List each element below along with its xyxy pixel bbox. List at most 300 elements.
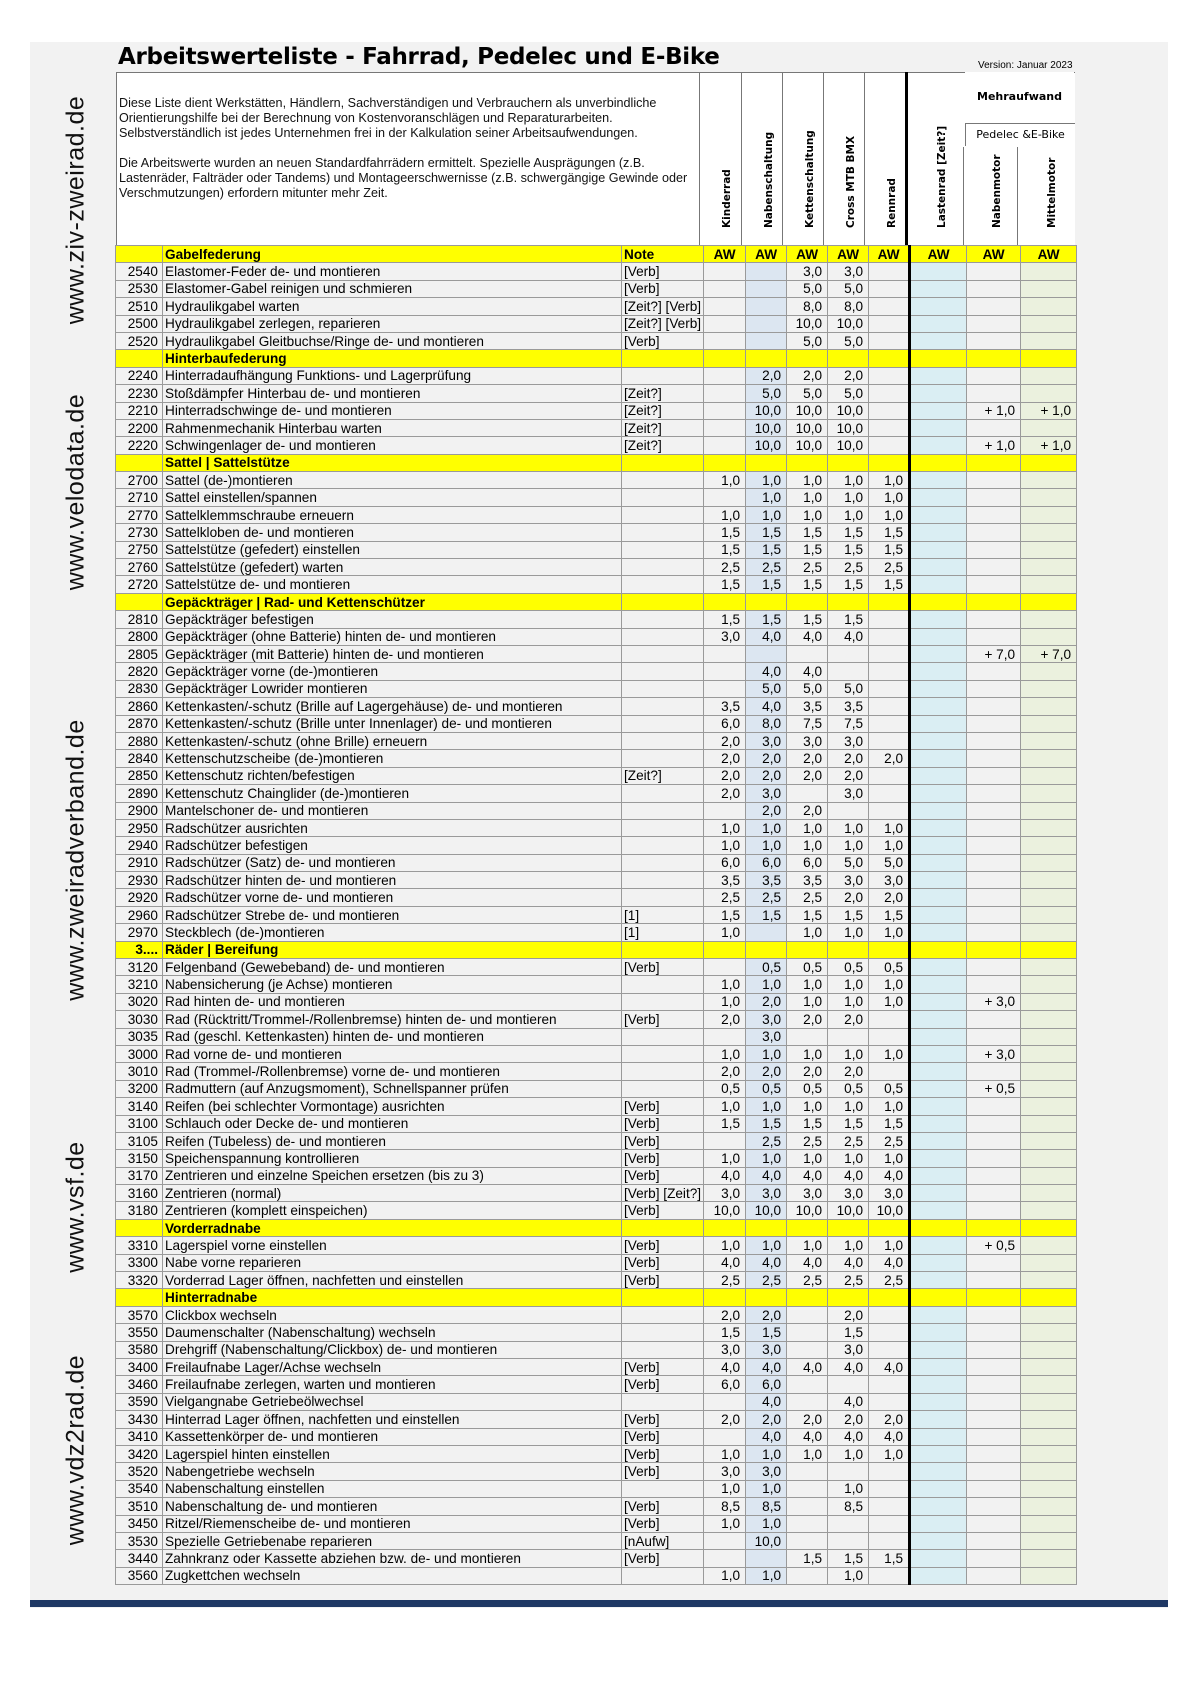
row-task: Speichenspannung kontrollieren: [163, 1150, 622, 1167]
value-cross-mtb-bmx: 10,0: [828, 1202, 869, 1219]
row-task: Sattel (de-)montieren: [163, 472, 622, 489]
row-task: Radschützer vorne de- und montieren: [163, 889, 622, 906]
value-nabenschaltung: 2,5: [746, 559, 787, 576]
value-kinderrad: 1,0: [704, 1515, 746, 1532]
value-nabenschaltung: 3,0: [746, 1011, 787, 1028]
value-cross-mtb-bmx: 2,0: [828, 1063, 869, 1080]
value-nabenmotor: [967, 628, 1021, 645]
table-row: [116, 1463, 1077, 1480]
row-task: Rahmenmechanik Hinterbau warten: [163, 419, 622, 436]
value-rennrad: [869, 1463, 910, 1480]
row-code: 2820: [116, 663, 163, 680]
row-task: Ritzel/Riemenscheibe de- und montieren: [163, 1515, 622, 1532]
value-kettenschaltung: 1,5: [787, 1115, 828, 1132]
table-row: [116, 1115, 1077, 1132]
value-cross-mtb-bmx: 2,0: [828, 889, 869, 906]
row-code: 2810: [116, 611, 163, 628]
table-row: [116, 385, 1077, 402]
value-nabenschaltung: 2,0: [746, 993, 787, 1010]
value-kettenschaltung: 1,0: [787, 1445, 828, 1462]
value-lastenrad: [910, 1185, 967, 1202]
table-row: [116, 367, 1077, 384]
value-cross-mtb-bmx: 1,0: [828, 819, 869, 836]
table-row: [116, 889, 1077, 906]
row-note: [622, 715, 704, 732]
row-code: 2770: [116, 506, 163, 523]
value-kinderrad: [704, 1428, 746, 1445]
value-kinderrad: 1,5: [704, 541, 746, 558]
row-code: 2850: [116, 767, 163, 784]
value-cross-mtb-bmx: [828, 802, 869, 819]
row-code: 3420: [116, 1445, 163, 1462]
row-code: 2840: [116, 750, 163, 767]
row-code: 3000: [116, 1045, 163, 1062]
value-kettenschaltung: 10,0: [787, 437, 828, 454]
table-row: [116, 524, 1077, 541]
row-code: 2960: [116, 906, 163, 923]
value-kinderrad: 1,0: [704, 1480, 746, 1497]
row-task: Hinterrad Lager öffnen, nachfetten und einstellen: [163, 1411, 622, 1428]
value-kinderrad: [704, 385, 746, 402]
value-nabenschaltung: 10,0: [746, 1532, 787, 1549]
section-empty-cell: [746, 1219, 787, 1236]
value-nabenschaltung: [746, 298, 787, 315]
value-kinderrad: 1,0: [704, 924, 746, 941]
row-code: 2240: [116, 367, 163, 384]
value-mittelmotor: [1021, 280, 1077, 297]
value-kinderrad: 2,0: [704, 732, 746, 749]
value-kinderrad: 1,0: [704, 1150, 746, 1167]
value-nabenmotor: [967, 1098, 1021, 1115]
value-nabenmotor: [967, 506, 1021, 523]
row-code: 2700: [116, 472, 163, 489]
value-cross-mtb-bmx: 1,0: [828, 489, 869, 506]
row-code: 3150: [116, 1150, 163, 1167]
section-title: Vorderradnabe: [163, 1219, 622, 1236]
value-mittelmotor: [1021, 959, 1077, 976]
value-kettenschaltung: 1,0: [787, 472, 828, 489]
value-mittelmotor: [1021, 732, 1077, 749]
value-rennrad: [869, 263, 910, 280]
value-nabenmotor: [967, 750, 1021, 767]
table-row: [116, 280, 1077, 297]
section-title: Hinterbaufederung: [163, 350, 622, 367]
value-nabenmotor: [967, 1393, 1021, 1410]
table-row: [116, 663, 1077, 680]
value-kinderrad: 3,0: [704, 1341, 746, 1358]
value-kettenschaltung: 5,0: [787, 385, 828, 402]
value-lastenrad: [910, 1028, 967, 1045]
row-note: [622, 628, 704, 645]
value-lastenrad: [910, 837, 967, 854]
value-kettenschaltung: [787, 1376, 828, 1393]
row-task: Kettenschutz richten/befestigen: [163, 767, 622, 784]
value-kinderrad: [704, 437, 746, 454]
value-nabenmotor: [967, 419, 1021, 436]
value-cross-mtb-bmx: 2,0: [828, 1011, 869, 1028]
value-nabenmotor: [967, 1480, 1021, 1497]
row-code: 2880: [116, 732, 163, 749]
table-row: [116, 837, 1077, 854]
row-code: 3520: [116, 1463, 163, 1480]
row-task: Rad vorne de- und montieren: [163, 1045, 622, 1062]
row-task: Nabengetriebe wechseln: [163, 1463, 622, 1480]
row-code: 2930: [116, 872, 163, 889]
value-lastenrad: [910, 1167, 967, 1184]
value-mittelmotor: [1021, 472, 1077, 489]
value-nabenschaltung: [746, 280, 787, 297]
section-empty-cell: [1021, 1289, 1077, 1306]
section-empty-cell: [910, 1219, 967, 1236]
value-rennrad: 1,5: [869, 524, 910, 541]
section-empty-cell: [869, 350, 910, 367]
value-cross-mtb-bmx: 1,0: [828, 1045, 869, 1062]
row-code: 2730: [116, 524, 163, 541]
section-empty-cell: [1021, 1219, 1077, 1236]
row-task: Gepäckträger (ohne Batterie) hinten de- und montieren: [163, 628, 622, 645]
value-lastenrad: [910, 785, 967, 802]
value-rennrad: [869, 1515, 910, 1532]
row-code: 2760: [116, 559, 163, 576]
footer-bar: [30, 1600, 1168, 1607]
value-nabenschaltung: 8,0: [746, 715, 787, 732]
value-cross-mtb-bmx: 0,5: [828, 959, 869, 976]
section-code-cell: [116, 593, 163, 610]
row-note: [Verb]: [622, 280, 704, 297]
value-kettenschaltung: 2,0: [787, 1011, 828, 1028]
value-nabenmotor: [967, 663, 1021, 680]
value-rennrad: 0,5: [869, 959, 910, 976]
value-mittelmotor: + 1,0: [1021, 437, 1077, 454]
row-note: [1]: [622, 906, 704, 923]
section-code-cell: [116, 454, 163, 471]
value-kinderrad: 2,0: [704, 767, 746, 784]
value-kinderrad: 0,5: [704, 1080, 746, 1097]
value-lastenrad: [910, 1237, 967, 1254]
table-row: [116, 1080, 1077, 1097]
value-nabenschaltung: 10,0: [746, 419, 787, 436]
value-nabenmotor: + 0,5: [967, 1237, 1021, 1254]
section-empty-cell: [828, 1219, 869, 1236]
value-kinderrad: 4,0: [704, 1254, 746, 1271]
table-row: [116, 1045, 1077, 1062]
row-code: 3410: [116, 1428, 163, 1445]
value-nabenmotor: [967, 1306, 1021, 1323]
aw-header: AW: [704, 246, 746, 263]
value-cross-mtb-bmx: 4,0: [828, 1428, 869, 1445]
side-url-ziv[interactable]: www.ziv-zweirad.de: [61, 95, 90, 325]
value-nabenschaltung: [746, 1550, 787, 1567]
value-kettenschaltung: 2,5: [787, 559, 828, 576]
row-code: 3510: [116, 1498, 163, 1515]
section-empty-cell: [704, 1289, 746, 1306]
value-cross-mtb-bmx: 2,0: [828, 750, 869, 767]
value-rennrad: 1,0: [869, 819, 910, 836]
value-cross-mtb-bmx: 1,5: [828, 1324, 869, 1341]
value-kinderrad: 1,0: [704, 993, 746, 1010]
value-rennrad: [869, 802, 910, 819]
row-note: [622, 1028, 704, 1045]
value-kettenschaltung: 1,5: [787, 906, 828, 923]
value-nabenschaltung: 2,0: [746, 767, 787, 784]
value-rennrad: 1,0: [869, 1098, 910, 1115]
value-kettenschaltung: [787, 1341, 828, 1358]
value-cross-mtb-bmx: 3,0: [828, 1185, 869, 1202]
value-nabenmotor: [967, 802, 1021, 819]
row-note: [Verb]: [622, 332, 704, 349]
value-lastenrad: [910, 1306, 967, 1323]
row-code: 3450: [116, 1515, 163, 1532]
row-code: 2210: [116, 402, 163, 419]
table-row: [116, 1480, 1077, 1497]
value-kettenschaltung: [787, 1306, 828, 1323]
row-code: 3570: [116, 1306, 163, 1323]
section-empty-cell: [622, 1289, 704, 1306]
side-url-zweiradverband[interactable]: www.zweiradverband.de: [61, 719, 90, 1001]
value-kinderrad: 2,0: [704, 785, 746, 802]
value-lastenrad: [910, 611, 967, 628]
intro-paragraph-1: Diese Liste dient Werkstätten, Händlern, Sachverständigen und Verbrauchern als unverbindliche Orientierungshilfe bei der Berechnung von Kostenvoranschlägen und Reparaturarbeiten. Selbstverständlich ist jedes Unternehmen frei in der Kalkulation seiner Arbeitsaufwendungen.: [119, 96, 657, 141]
value-kinderrad: 1,0: [704, 1237, 746, 1254]
value-cross-mtb-bmx: 2,5: [828, 559, 869, 576]
row-note: [622, 506, 704, 523]
value-kettenschaltung: [787, 1463, 828, 1480]
row-note: [622, 367, 704, 384]
section-empty-cell: [910, 350, 967, 367]
value-kettenschaltung: 1,0: [787, 1237, 828, 1254]
row-code: 3160: [116, 1185, 163, 1202]
value-mittelmotor: [1021, 924, 1077, 941]
value-lastenrad: [910, 732, 967, 749]
value-cross-mtb-bmx: 1,0: [828, 976, 869, 993]
table-row: [116, 698, 1077, 715]
value-cross-mtb-bmx: 2,0: [828, 367, 869, 384]
value-cross-mtb-bmx: 10,0: [828, 402, 869, 419]
value-rennrad: 2,0: [869, 1411, 910, 1428]
value-nabenschaltung: 4,0: [746, 628, 787, 645]
row-note: [Verb]: [622, 1098, 704, 1115]
table-row: [116, 506, 1077, 523]
value-kettenschaltung: 1,0: [787, 1098, 828, 1115]
row-task: Freilaufnabe Lager/Achse wechseln: [163, 1359, 622, 1376]
value-nabenmotor: [967, 1567, 1021, 1584]
value-lastenrad: [910, 437, 967, 454]
row-task: Schwingenlager de- und montieren: [163, 437, 622, 454]
value-mittelmotor: [1021, 367, 1077, 384]
value-kettenschaltung: [787, 1532, 828, 1549]
row-note: [622, 663, 704, 680]
value-lastenrad: [910, 1376, 967, 1393]
row-note: [Zeit?] [Verb]: [622, 315, 704, 332]
value-cross-mtb-bmx: 3,5: [828, 698, 869, 715]
section-empty-cell: [704, 1219, 746, 1236]
row-note: [Verb]: [622, 1515, 704, 1532]
value-nabenschaltung: [746, 924, 787, 941]
page-title: Arbeitswerteliste - Fahrrad, Pedelec und E-Bike: [118, 44, 720, 70]
row-code: 3590: [116, 1393, 163, 1410]
value-cross-mtb-bmx: 5,0: [828, 332, 869, 349]
row-task: Sattelkloben de- und montieren: [163, 524, 622, 541]
value-nabenmotor: [967, 1341, 1021, 1358]
value-lastenrad: [910, 1098, 967, 1115]
value-mittelmotor: [1021, 1167, 1077, 1184]
value-kinderrad: [704, 959, 746, 976]
col-header-kettenschaltung: Kettenschaltung: [782, 72, 824, 246]
table-row: [116, 1341, 1077, 1358]
value-lastenrad: [910, 1202, 967, 1219]
value-rennrad: [869, 1498, 910, 1515]
value-lastenrad: [910, 715, 967, 732]
table-row: [116, 559, 1077, 576]
table-row: [116, 263, 1077, 280]
table-row: [116, 472, 1077, 489]
row-code: 3035: [116, 1028, 163, 1045]
value-nabenmotor: [967, 1550, 1021, 1567]
value-mittelmotor: [1021, 1567, 1077, 1584]
row-note: [622, 645, 704, 662]
value-nabenmotor: + 1,0: [967, 437, 1021, 454]
value-mittelmotor: [1021, 298, 1077, 315]
row-task: Rad (Trommel-/Rollenbremse) vorne de- und montieren: [163, 1063, 622, 1080]
side-url-vdz2rad[interactable]: www.vdz2rad.de: [61, 1354, 90, 1546]
value-mittelmotor: [1021, 1150, 1077, 1167]
table-row: [116, 541, 1077, 558]
value-nabenschaltung: 1,0: [746, 1515, 787, 1532]
value-mittelmotor: [1021, 1498, 1077, 1515]
value-rennrad: 5,0: [869, 854, 910, 871]
value-rennrad: [869, 419, 910, 436]
row-note: [622, 489, 704, 506]
value-cross-mtb-bmx: 3,0: [828, 1341, 869, 1358]
value-kettenschaltung: 4,0: [787, 663, 828, 680]
value-lastenrad: [910, 1393, 967, 1410]
row-note: [Zeit?]: [622, 385, 704, 402]
row-code: 2710: [116, 489, 163, 506]
value-rennrad: [869, 315, 910, 332]
value-kinderrad: 1,0: [704, 472, 746, 489]
row-code: 3320: [116, 1272, 163, 1289]
value-nabenmotor: [967, 1498, 1021, 1515]
row-note: [622, 1306, 704, 1323]
row-task: Radschützer hinten de- und montieren: [163, 872, 622, 889]
section-header-row: [116, 941, 1077, 958]
value-lastenrad: [910, 1411, 967, 1428]
value-kettenschaltung: 6,0: [787, 854, 828, 871]
row-note: [Verb]: [622, 1445, 704, 1462]
value-kettenschaltung: 2,5: [787, 1132, 828, 1149]
row-task: Radschützer Strebe de- und montieren: [163, 906, 622, 923]
value-cross-mtb-bmx: [828, 1515, 869, 1532]
row-task: Zentrieren (normal): [163, 1185, 622, 1202]
table-row: [116, 1028, 1077, 1045]
value-nabenschaltung: 3,0: [746, 785, 787, 802]
value-nabenschaltung: 4,0: [746, 1428, 787, 1445]
value-cross-mtb-bmx: 1,0: [828, 472, 869, 489]
value-lastenrad: [910, 280, 967, 297]
value-lastenrad: [910, 1045, 967, 1062]
row-task: Daumenschalter (Nabenschaltung) wechseln: [163, 1324, 622, 1341]
value-nabenschaltung: 1,0: [746, 1480, 787, 1497]
value-cross-mtb-bmx: 5,0: [828, 854, 869, 871]
value-rennrad: [869, 628, 910, 645]
table-row: [116, 872, 1077, 889]
value-mittelmotor: [1021, 976, 1077, 993]
value-lastenrad: [910, 1445, 967, 1462]
section-empty-cell: [869, 593, 910, 610]
value-mittelmotor: [1021, 993, 1077, 1010]
row-note: [622, 524, 704, 541]
row-note: [622, 472, 704, 489]
value-nabenmotor: [967, 1376, 1021, 1393]
value-nabenmotor: [967, 1428, 1021, 1445]
table-row: [116, 1532, 1077, 1549]
value-nabenmotor: [967, 959, 1021, 976]
row-task: Vielgangnabe Getriebeölwechsel: [163, 1393, 622, 1410]
value-nabenschaltung: 3,0: [746, 1341, 787, 1358]
section-empty-cell: [967, 454, 1021, 471]
value-kettenschaltung: 4,0: [787, 1428, 828, 1445]
value-lastenrad: [910, 854, 967, 871]
value-nabenschaltung: 1,5: [746, 576, 787, 593]
value-kettenschaltung: [787, 1567, 828, 1584]
value-rennrad: 1,5: [869, 1115, 910, 1132]
value-kinderrad: 3,5: [704, 872, 746, 889]
value-mittelmotor: [1021, 1463, 1077, 1480]
row-note: [Zeit?] [Verb]: [622, 298, 704, 315]
value-mittelmotor: [1021, 837, 1077, 854]
value-kettenschaltung: 1,0: [787, 924, 828, 941]
value-kettenschaltung: 1,5: [787, 1550, 828, 1567]
row-task: Kettenkasten/-schutz (ohne Brille) erneuern: [163, 732, 622, 749]
value-nabenschaltung: 0,5: [746, 959, 787, 976]
row-task: Hydraulikgabel zerlegen, reparieren: [163, 315, 622, 332]
value-rennrad: [869, 1376, 910, 1393]
value-nabenmotor: [967, 732, 1021, 749]
value-kettenschaltung: 5,0: [787, 280, 828, 297]
value-nabenschaltung: 1,0: [746, 819, 787, 836]
value-nabenmotor: [967, 1011, 1021, 1028]
section-empty-cell: [869, 1289, 910, 1306]
value-mittelmotor: [1021, 1185, 1077, 1202]
side-url-velodata[interactable]: www.velodata.de: [61, 393, 90, 591]
value-rennrad: 1,0: [869, 489, 910, 506]
value-kinderrad: 2,0: [704, 1306, 746, 1323]
value-nabenmotor: [967, 1324, 1021, 1341]
value-kinderrad: 3,0: [704, 1463, 746, 1480]
value-kettenschaltung: [787, 1324, 828, 1341]
row-task: Gepäckträger Lowrider montieren: [163, 680, 622, 697]
value-mittelmotor: [1021, 1028, 1077, 1045]
row-note: [Verb]: [622, 959, 704, 976]
row-task: Lagerspiel hinten einstellen: [163, 1445, 622, 1462]
value-nabenmotor: [967, 1272, 1021, 1289]
value-lastenrad: [910, 1011, 967, 1028]
section-empty-cell: [869, 454, 910, 471]
section-empty-cell: [910, 1289, 967, 1306]
side-url-vsf[interactable]: www.vsf.de: [61, 1141, 90, 1273]
value-kettenschaltung: 1,0: [787, 976, 828, 993]
table-row: [116, 1132, 1077, 1149]
value-kinderrad: 1,5: [704, 611, 746, 628]
row-task: Rad (Rücktritt/Trommel-/Rollenbremse) hinten de- und montieren: [163, 1011, 622, 1028]
value-nabenschaltung: 1,0: [746, 1445, 787, 1462]
value-rennrad: 1,0: [869, 837, 910, 854]
value-rennrad: [869, 680, 910, 697]
value-kinderrad: 3,0: [704, 628, 746, 645]
table-row: [116, 750, 1077, 767]
value-lastenrad: [910, 680, 967, 697]
row-note: [Verb]: [622, 1115, 704, 1132]
